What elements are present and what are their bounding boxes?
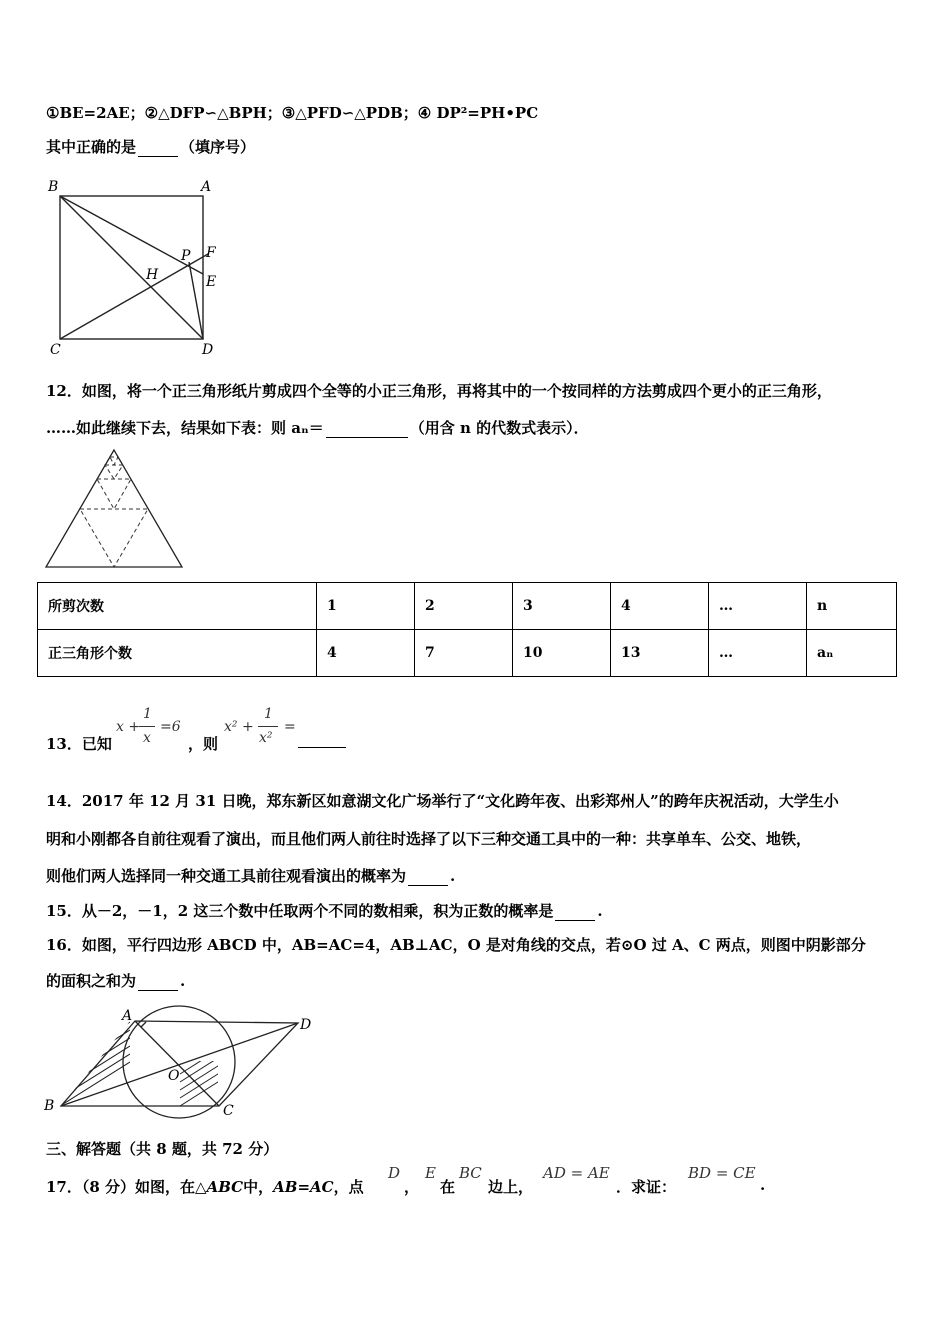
q13-expr1-num: 1 — [143, 706, 152, 722]
q13-expr1-left: x + — [116, 719, 141, 735]
label-e: E — [206, 274, 217, 290]
q17-goal: BD = CE — [688, 1164, 756, 1182]
q14-end: . — [450, 867, 456, 885]
answer-blank — [138, 155, 178, 157]
q13-expr2-left: x² + — [224, 719, 254, 735]
q17-f: ．求证： — [616, 1178, 677, 1196]
q17-e: 边上， — [488, 1178, 534, 1196]
q13-expr1-right: =6 — [160, 719, 181, 735]
q13-expr2-den: x² — [259, 730, 273, 746]
table-cell: 7 — [415, 630, 513, 677]
label-d: D — [202, 342, 214, 358]
table-row — [38, 630, 897, 677]
label-p: P — [181, 248, 191, 264]
answer-blank — [138, 989, 178, 991]
table-cell: … — [709, 630, 807, 677]
label-h: H — [146, 267, 159, 283]
table-cell: … — [709, 583, 807, 630]
q13-expr2-right: = — [284, 719, 296, 735]
q15-text: 15．从－2，－1，2 这三个数中任取两个不同的数相乘，积为正数的概率是 — [46, 902, 554, 920]
q14-line3 — [46, 865, 455, 886]
q11-prompt-text: 其中正确的是 — [46, 138, 137, 156]
q17-ab-ac: AB=AC — [273, 1178, 334, 1196]
fraction-bar — [258, 726, 278, 727]
table-cell: 4 — [317, 630, 415, 677]
q13-prefix: 13．已知 — [46, 735, 112, 753]
q17-comma: ， — [404, 1178, 420, 1196]
q17-condition: AD = AE — [543, 1164, 610, 1182]
q13-expr2-num: 1 — [264, 706, 273, 722]
square-figure — [44, 176, 224, 358]
label-a: A — [201, 179, 212, 195]
q16-end: . — [180, 972, 186, 990]
q13-mid: ，则 — [188, 735, 219, 753]
q11-prompt — [46, 136, 255, 157]
label-b: B — [48, 179, 59, 195]
table-cell: 4 — [611, 583, 709, 630]
table-cell: 正三角形个数 — [38, 630, 317, 677]
table-cell: 13 — [611, 630, 709, 677]
q14-line3-text: 则他们两人选择同一种交通工具前往观看演出的概率为 — [46, 867, 407, 885]
table-cell: 2 — [415, 583, 513, 630]
label-b: B — [44, 1098, 55, 1114]
triangle-figure — [44, 448, 186, 570]
q17-end: . — [760, 1176, 766, 1194]
answer-blank — [326, 436, 408, 438]
section-heading: 三、解答题（共 8 题，共 72 分） — [46, 1140, 279, 1158]
label-a: A — [122, 1008, 133, 1024]
q17-c: ，点 — [333, 1178, 364, 1196]
table-cell: 1 — [317, 583, 415, 630]
q17-a: 17．（8 分）如图，在△ — [46, 1178, 207, 1196]
q12-line2 — [46, 417, 589, 438]
q17-d: 在 — [440, 1178, 456, 1196]
label-c: C — [223, 1103, 234, 1119]
diagonal-bd — [60, 196, 203, 339]
label-d: D — [300, 1017, 312, 1033]
diagonal-ac — [135, 1021, 219, 1106]
q11-statements: ①BE=2AE；②△DFP∽△BPH；③△PFD∽△PDB；④ DP²=PH•PC — [46, 104, 539, 122]
q17-point-d: D — [388, 1164, 401, 1182]
q13-expr1-den: x — [143, 730, 151, 746]
shading-hatch — [60, 1022, 240, 1106]
big-triangle — [46, 450, 182, 567]
answer-blank — [555, 919, 595, 921]
answer-blank — [408, 884, 448, 886]
q15-end: . — [597, 902, 603, 920]
q12-line1: 12．如图，将一个正三角形纸片剪成四个全等的小正三角形，再将其中的一个按同样的方法剪成四个更小的正三角形， — [46, 382, 832, 400]
q17-b: 中， — [243, 1178, 274, 1196]
right-angle-mark — [141, 1022, 146, 1027]
dashed-subdivisions — [80, 457, 148, 567]
parallelogram-figure — [40, 1002, 320, 1130]
segment-cf — [60, 254, 208, 339]
q12-line2-a: ……如此继续下去，结果如下表：则 aₙ＝ — [46, 419, 324, 437]
table-cell: n — [807, 583, 897, 630]
fraction-bar — [139, 726, 155, 727]
q17-abc: ABC — [206, 1178, 244, 1196]
q15-line — [46, 900, 603, 921]
table-cell: 所剪次数 — [38, 583, 317, 630]
label-c: C — [50, 342, 61, 358]
answer-blank — [298, 747, 346, 748]
table-row — [38, 583, 897, 630]
q12-line2-b: （用含 n 的代数式表示）． — [409, 419, 589, 437]
q16-line1: 16．如图，平行四边形 ABCD 中，AB=AC=4，AB⊥AC，O 是对角线的交点，若⊙O 过 A、C 两点，则图中阴影部分 — [46, 936, 866, 954]
q17-bc: BC — [459, 1164, 482, 1182]
table-cell: 3 — [513, 583, 611, 630]
q17-point-e: E — [425, 1164, 436, 1182]
q16-line2-text: 的面积之和为 — [46, 972, 137, 990]
q16-line2 — [46, 970, 185, 991]
q11-note: （填序号） — [180, 138, 256, 156]
table-cell: 10 — [513, 630, 611, 677]
cuts-table — [37, 582, 897, 677]
label-o: O — [168, 1068, 180, 1084]
table-cell: aₙ — [807, 630, 897, 677]
q14-line2: 明和小刚都各自前往观看了演出，而且他们两人前往时选择了以下三种交通工具中的一种：共享单车、公交、地铁， — [46, 830, 812, 848]
q17-line — [46, 1176, 364, 1197]
circle-o — [123, 1006, 235, 1118]
q14-line1: 14．2017 年 12 月 31 日晚，郑东新区如意湖文化广场举行了“文化跨年夜、出彩郑州人”的跨年庆祝活动，大学生小 — [46, 792, 839, 810]
label-f: F — [206, 245, 216, 261]
